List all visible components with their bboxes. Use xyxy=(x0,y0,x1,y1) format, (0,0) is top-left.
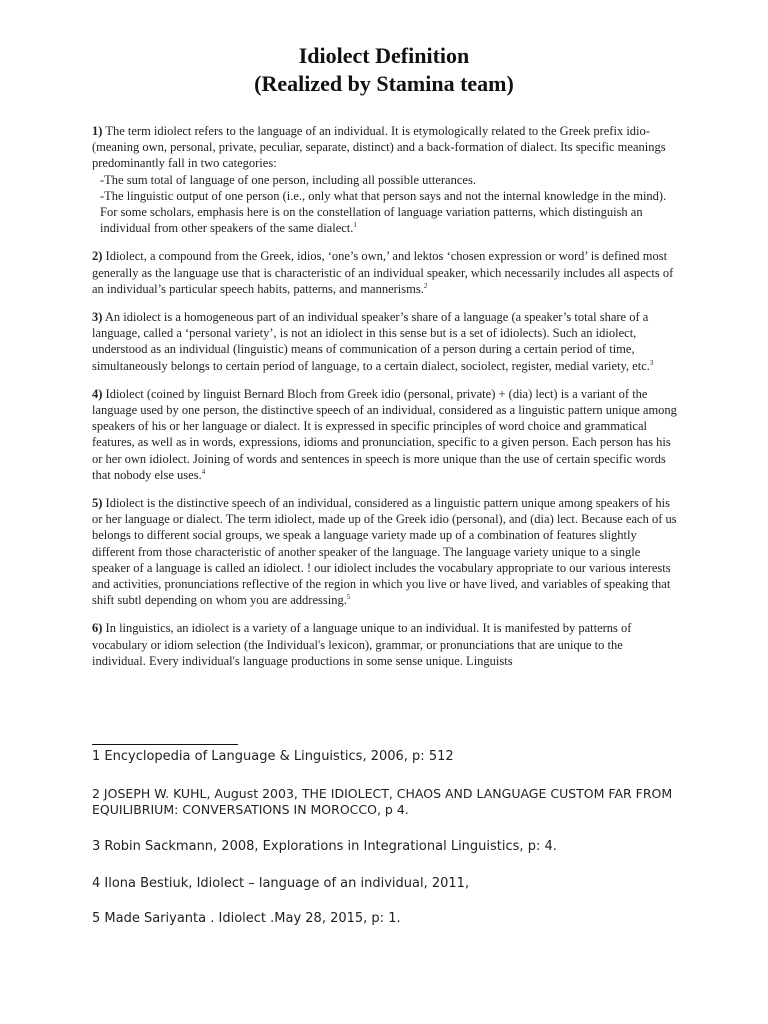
paragraph-2 xyxy=(92,248,678,297)
footnote-ref: 3 xyxy=(649,358,654,367)
footnote-5: 5 Made Sariyanta . Idiolect .May 28, 2015, p: 1. xyxy=(92,911,401,926)
footnote-2: 2 JOSEPH W. KUHL, August 2003, THE IDIOLECT, CHAOS AND LANGUAGE CUSTOM FAR FROM EQUILIBRIUM: CONVERSATIONS IN MOROCCO, p 4. xyxy=(92,786,673,817)
footnote-separator xyxy=(92,744,238,745)
footnote-1: 1 Encyclopedia of Language & Linguistics, 2006, p: 512 xyxy=(92,749,454,764)
paragraph-number: 4) xyxy=(92,386,103,401)
document-title xyxy=(0,42,768,98)
paragraph-number: 5) xyxy=(92,496,103,511)
paragraph-text: Idiolect is the distinctive speech of an individual, considered as a linguistic pattern unique among speakers of his or her language or dialect. The term idiolect, made up of the Greek idio (personal), and (dia) lect. Because each of us belongs to different social groups, we speak a language variety made up of a combination of features slightly different from those characteristic of another speaker of the language. The language variety unique to a single speaker of a language is called an idiolect. ! our idiolect includes the vocabulary appropriate to our various interests and activities, pronunciations reflective of the region in which you live or have lived, and variables of speaking that shift subtl depending on whom you are addressing. xyxy=(92,496,677,608)
footnote-ref: 4 xyxy=(201,467,206,476)
footnote-4: 4 Ilona Bestiuk, Idiolect – language of an individual, 2011, xyxy=(92,876,470,891)
paragraph-text: Idiolect, a compound from the Greek, idios, ‘one’s own,’ and lektos ‘chosen expression or word’ is defined most generally as the language use that is characteristic of an individual speaker, which necessarily includes all aspects of an individual’s particular speech habits, patterns, and mannerisms. xyxy=(92,249,674,296)
paragraph-number: 2) xyxy=(92,249,103,264)
sub-point-with-note xyxy=(92,188,678,237)
sub-point: -The sum total of language of one person, including all possible utterances. xyxy=(100,172,476,187)
paragraph-text: An idiolect is a homogeneous part of an individual speaker’s share of a language (a speaker’s total share of a language, called a ‘personal variety’, is not an idiolect in this sense but is a set of idiolects). Such an idiolect, understood as an individual (linguistic) means of communication of a person during a certain period of time, simultaneously belongs to certain period of language, to a certain dialect, sociolect, register, medial variety, etc. xyxy=(92,310,650,373)
paragraph-text: In linguistics, an idiolect is a variety of a language unique to an individual. It is manifested by patterns of vocabulary or idiom selection (the Individual's lexicon), grammar, or pronunciations that are unique to the individual. Every individual's language productions in some sense unique. Linguists xyxy=(92,621,632,668)
paragraph-5 xyxy=(92,495,678,608)
paragraph-text: The term idiolect refers to the language of an individual. It is etymologically related to the Greek prefix idio- (meaning own, personal, private, peculiar, separate, distinct) and a back-formation of dialect. Its specific meanings predominantly fall in two categories: xyxy=(92,124,666,171)
paragraph-6 xyxy=(92,620,678,669)
footnote-ref: 2 xyxy=(423,281,428,290)
paragraph-4 xyxy=(92,386,678,483)
title-line-2: (Realized by Stamina team) xyxy=(254,71,514,96)
paragraph-3 xyxy=(92,309,678,374)
paragraph-number: 6) xyxy=(92,621,103,636)
paragraph-text: Idiolect (coined by linguist Bernard Bloch from Greek idio (personal, private) + (dia) lect) is a variant of the language used by one person, the distinctive speech of an individual, considered as a linguistic pattern unique among speakers of his or her language or dialect. It is expressed in specific principles of word choice and grammatical features, as well as in words, expressions, idioms and pronunciation, specific to a given person. Each person has his or her own idiolect. Joining of words and sentences in speech is more unique than the use of certain specific words that nobody else uses. xyxy=(92,386,677,482)
footnote-3: 3 Robin Sackmann, 2008, Explorations in Integrational Linguistics, p: 4. xyxy=(92,839,557,854)
title-line-1: Idiolect Definition xyxy=(298,43,470,68)
paragraph-number: 3) xyxy=(92,310,103,325)
document-body xyxy=(92,123,678,681)
sub-point: -The linguistic output of one person (i.e., only what that person says and not the internal knowledge in the mind). For some scholars, emphasis here is on the constellation of language variation patterns, which distinguish an individual from other speakers of the same dialect. xyxy=(100,188,667,236)
footnote-ref: 5 xyxy=(346,593,351,602)
paragraph-1 xyxy=(92,123,678,236)
footnote-ref: 1 xyxy=(353,221,357,230)
paragraph-number: 1) xyxy=(92,124,103,138)
